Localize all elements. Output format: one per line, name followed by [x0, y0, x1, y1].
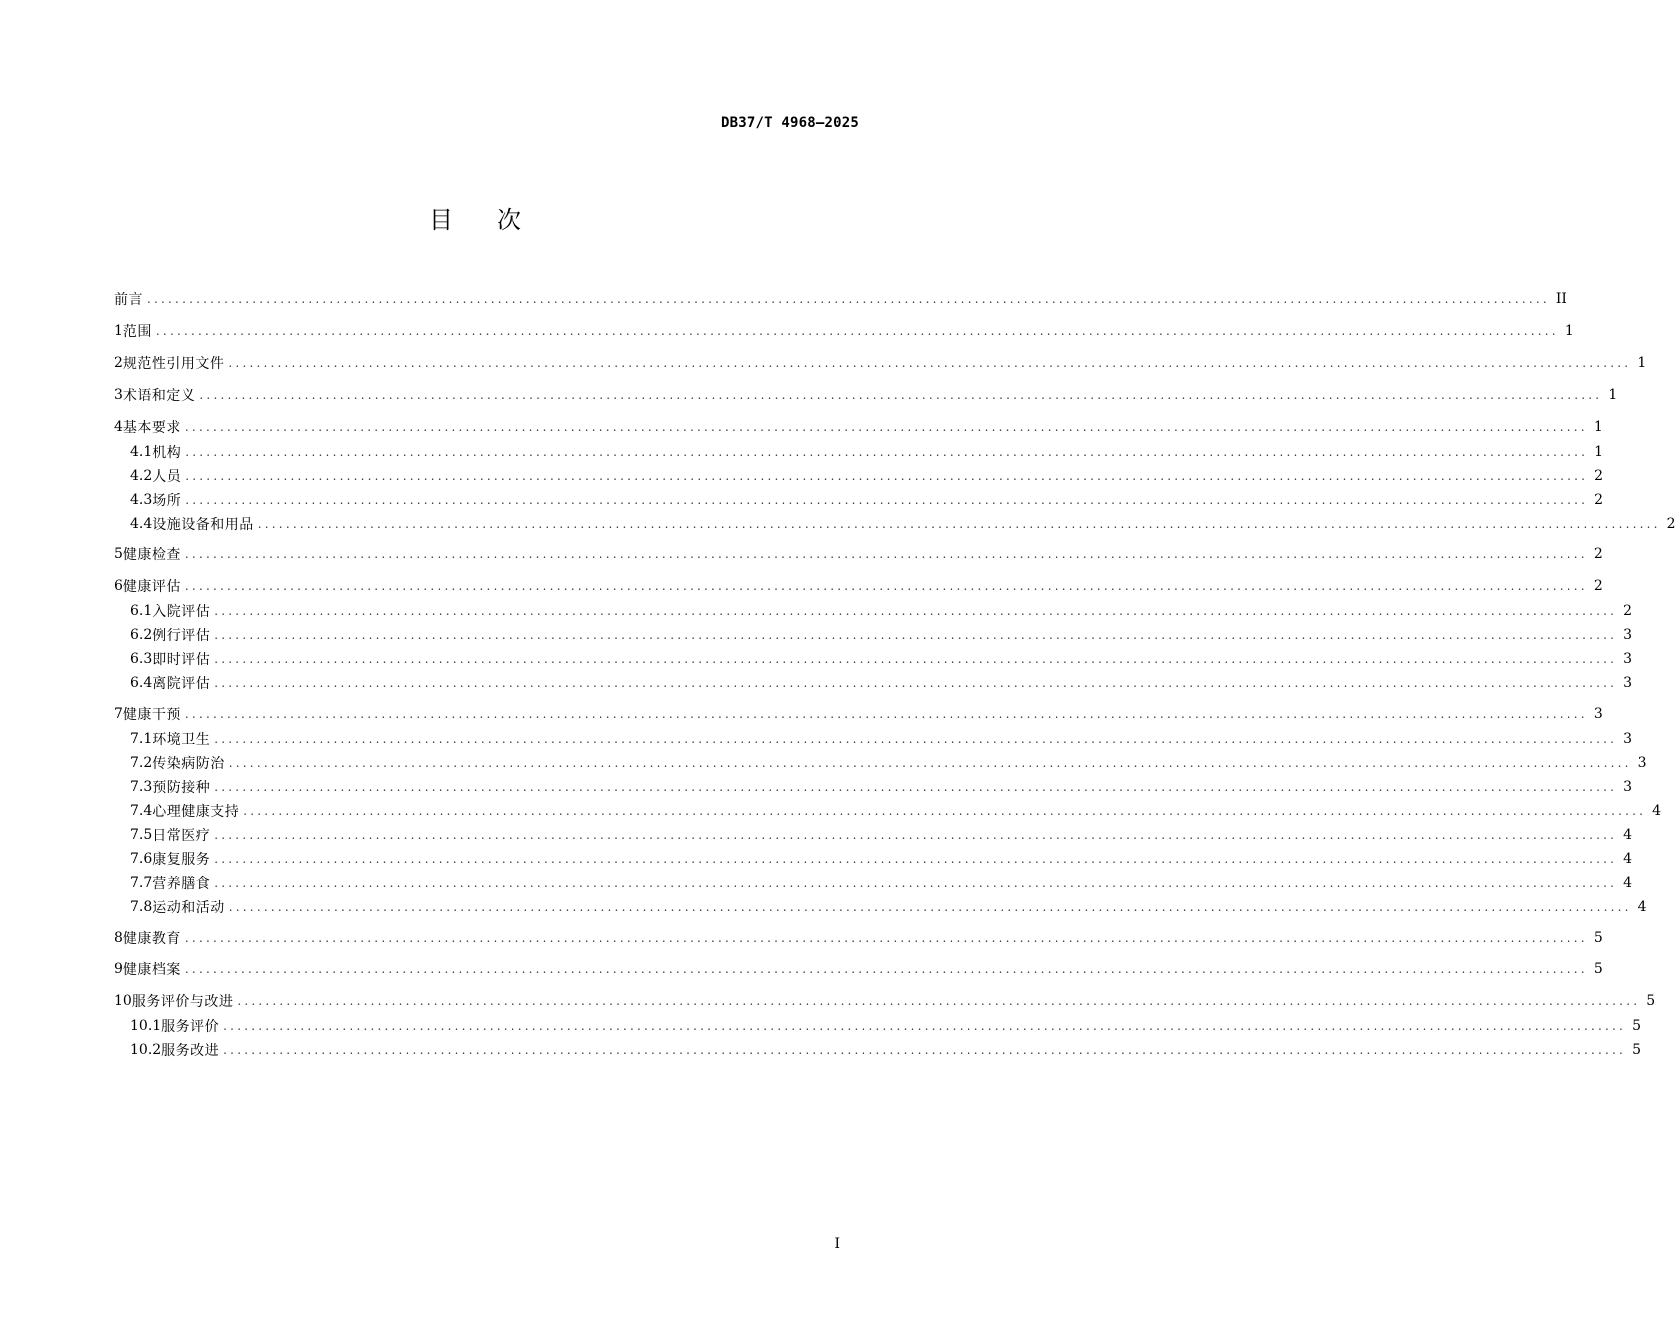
- toc-dot-leader: ........................................................................................................................................................................................................: [184, 931, 1588, 945]
- toc-dot-leader: ........................................................................................................................................................................................................: [214, 732, 1618, 746]
- toc-entry-label: 规范性引用文件: [122, 356, 225, 372]
- toc-dot-leader: ........................................................................................................................................................................................................: [237, 994, 1641, 1008]
- toc-entry[interactable]: [130, 673, 1633, 693]
- toc-entry[interactable]: [130, 801, 1662, 821]
- toc-entry-label: 设施设备和用品: [152, 517, 254, 533]
- toc-entry-label: 场所: [152, 493, 182, 509]
- toc-dot-leader: ........................................................................................................................................................................................................: [214, 852, 1618, 866]
- toc-entry[interactable]: [130, 753, 1647, 773]
- toc-entry-number: 6.3: [130, 651, 153, 667]
- toc-entry[interactable]: [114, 576, 1603, 596]
- toc-dot-leader: ........................................................................................................................................................................................................: [214, 676, 1618, 690]
- page-title: 目次: [429, 206, 565, 234]
- toc-entry-page: 4: [1637, 899, 1647, 915]
- toc-dot-leader: ........................................................................................................................................................................................................: [214, 828, 1618, 842]
- toc-entry-label: 环境卫生: [152, 732, 211, 748]
- toc-entry[interactable]: [114, 385, 1618, 405]
- toc-entry-page: 2: [1593, 578, 1603, 594]
- toc-entry-number: 10.1: [130, 1018, 162, 1034]
- toc-entry-page: 3: [1623, 627, 1633, 643]
- toc-entry-number: 6.2: [130, 627, 153, 643]
- toc-entry-page: 3: [1593, 706, 1603, 722]
- toc-entry-page: 2: [1594, 468, 1604, 484]
- toc-entry-page: 4: [1652, 803, 1662, 819]
- toc-dot-leader: ........................................................................................................................................................................................................: [214, 604, 1618, 618]
- toc-entry-page: 1: [1593, 419, 1603, 435]
- toc-entry-label: 人员: [152, 469, 182, 485]
- standard-code: DB37/T 4968—2025: [720, 115, 859, 131]
- toc-dot-leader: ........................................................................................................................................................................................................: [228, 900, 1632, 914]
- toc-dot-leader: ........................................................................................................................................................................................................: [184, 707, 1588, 721]
- toc-entry-label: 日常医疗: [152, 828, 211, 844]
- toc-entry-label: 服务评价与改进: [131, 994, 234, 1010]
- toc-dot-leader: ........................................................................................................................................................................................................: [184, 962, 1588, 976]
- toc-entry-page: 4: [1623, 875, 1633, 891]
- toc-entry-page: 3: [1623, 675, 1633, 691]
- toc-entry-number: 7: [114, 706, 123, 722]
- toc-entry-page: 4: [1623, 827, 1633, 843]
- toc-entry-page: 5: [1646, 993, 1656, 1009]
- toc-entry-label: 服务评价: [161, 1019, 220, 1035]
- toc-entry[interactable]: [130, 849, 1633, 869]
- toc-entry-page: 5: [1593, 961, 1603, 977]
- toc-entry-page: 3: [1637, 755, 1647, 771]
- toc-entry[interactable]: [130, 1016, 1641, 1036]
- toc-entry-label: 即时评估: [152, 652, 211, 668]
- toc-entry[interactable]: [130, 825, 1633, 845]
- toc-entry-label: 术语和定义: [122, 388, 196, 404]
- toc-entry-page: II: [1555, 291, 1567, 307]
- toc-entry[interactable]: [130, 873, 1633, 893]
- table-of-contents: [114, 0, 1676, 1100]
- toc-entry-number: 4.1: [130, 444, 153, 460]
- toc-dot-leader: ........................................................................................................................................................................................................: [184, 420, 1588, 434]
- toc-entry[interactable]: [130, 649, 1633, 669]
- toc-entry-page: 3: [1623, 731, 1633, 747]
- toc-entry-number: 7.7: [130, 875, 153, 891]
- toc-entry[interactable]: [114, 417, 1603, 437]
- toc-dot-leader: ........................................................................................................................................................................................................: [155, 324, 1559, 338]
- toc-dot-leader: ........................................................................................................................................................................................................: [243, 804, 1647, 818]
- toc-entry-number: 6.4: [130, 675, 153, 691]
- toc-entry-label: 范围: [122, 324, 152, 340]
- toc-dot-leader: ........................................................................................................................................................................................................: [228, 356, 1632, 370]
- toc-entry-number: 7.6: [130, 851, 153, 867]
- toc-entry-page: 2: [1594, 492, 1604, 508]
- toc-entry[interactable]: [114, 928, 1603, 948]
- toc-entry[interactable]: [130, 490, 1604, 510]
- toc-entry-number: 4.3: [130, 492, 153, 508]
- toc-entry-label: 基本要求: [122, 420, 181, 436]
- toc-entry[interactable]: [114, 959, 1603, 979]
- toc-entry-page: 5: [1632, 1018, 1641, 1034]
- toc-dot-leader: ........................................................................................................................................................................................................: [185, 445, 1589, 459]
- toc-entry[interactable]: [130, 442, 1604, 462]
- toc-entry-page: 5: [1593, 930, 1603, 946]
- toc-entry-page: 2: [1623, 603, 1633, 619]
- toc-entry-number: 9: [114, 961, 123, 977]
- toc-entry-number: 1: [114, 323, 123, 339]
- toc-entry-label: 健康评估: [122, 579, 181, 595]
- toc-dot-leader: ........................................................................................................................................................................................................: [199, 388, 1603, 402]
- toc-entry[interactable]: [130, 625, 1633, 645]
- toc-entry-number: 5: [114, 546, 123, 562]
- toc-dot-leader: ........................................................................................................................................................................................................: [228, 756, 1632, 770]
- toc-entry-label: 康复服务: [152, 852, 211, 868]
- toc-entry-page: 4: [1623, 851, 1633, 867]
- toc-entry-label: 例行评估: [152, 628, 211, 644]
- toc-entry-number: 7.1: [130, 731, 153, 747]
- toc-entry-number: 3: [114, 387, 123, 403]
- toc-entry-page: 5: [1632, 1042, 1641, 1058]
- toc-dot-leader: ........................................................................................................................................................................................................: [184, 547, 1588, 561]
- toc-entry[interactable]: [130, 897, 1647, 917]
- footer-page-number: I: [834, 1236, 840, 1252]
- toc-dot-leader: ........................................................................................................................................................................................................: [223, 1043, 1627, 1057]
- toc-entry-number: 7.5: [130, 827, 153, 843]
- toc-entry-label: 健康干预: [122, 707, 181, 723]
- toc-entry-page: 1: [1637, 355, 1647, 371]
- toc-entry[interactable]: [130, 729, 1633, 749]
- toc-entry-label: 机构: [152, 445, 182, 461]
- toc-dot-leader: ........................................................................................................................................................................................................: [185, 469, 1589, 483]
- toc-dot-leader: ........................................................................................................................................................................................................: [214, 876, 1618, 890]
- toc-entry-number: 10.2: [130, 1042, 162, 1058]
- toc-entry-label: 入院评估: [152, 604, 211, 620]
- toc-entry-number: 7.8: [130, 899, 153, 915]
- toc-entry-label: 运动和活动: [152, 900, 225, 916]
- toc-entry-label: 营养膳食: [152, 876, 211, 892]
- toc-entry-label: 健康教育: [122, 931, 181, 947]
- toc-entry-number: 4: [114, 419, 123, 435]
- toc-entry-page: 1: [1564, 323, 1574, 339]
- toc-dot-leader: ........................................................................................................................................................................................................: [185, 493, 1589, 507]
- toc-entry[interactable]: [130, 466, 1604, 486]
- toc-entry-number: 7.2: [130, 755, 153, 771]
- toc-entry-number: 6: [114, 578, 123, 594]
- toc-entry[interactable]: [114, 289, 1567, 309]
- toc-entry-number: 8: [114, 930, 123, 946]
- toc-dot-leader: ........................................................................................................................................................................................................: [184, 579, 1588, 593]
- toc-entry-label: 服务改进: [161, 1043, 220, 1059]
- toc-entry[interactable]: [130, 601, 1633, 621]
- toc-entry[interactable]: [114, 991, 1656, 1011]
- toc-entry-label: 预防接种: [152, 780, 211, 796]
- toc-entry-number: 4.2: [130, 468, 153, 484]
- toc-entry-number: 10: [114, 993, 132, 1009]
- toc-entry-number: 2: [114, 355, 123, 371]
- toc-dot-leader: ........................................................................................................................................................................................................: [147, 292, 1550, 306]
- toc-entry-number: 7.3: [130, 779, 153, 795]
- toc-entry[interactable]: [130, 1040, 1641, 1060]
- toc-entry[interactable]: [114, 321, 1574, 341]
- toc-entry-page: 1: [1608, 387, 1618, 403]
- toc-entry-label: 离院评估: [152, 676, 211, 692]
- toc-dot-leader: ........................................................................................................................................................................................................: [214, 652, 1618, 666]
- toc-entry-label: 前言: [114, 292, 143, 308]
- toc-entry[interactable]: [130, 777, 1633, 797]
- toc-entry-label: 健康检查: [122, 547, 181, 563]
- toc-entry-page: 3: [1623, 651, 1633, 667]
- toc-dot-leader: ........................................................................................................................................................................................................: [257, 517, 1661, 531]
- toc-entry-page: 3: [1623, 779, 1633, 795]
- toc-entry-page: 2: [1666, 516, 1676, 532]
- toc-entry-page: 1: [1594, 444, 1604, 460]
- toc-entry-number: 6.1: [130, 603, 153, 619]
- toc-entry-label: 传染病防治: [152, 756, 225, 772]
- toc-entry-label: 健康档案: [122, 962, 181, 978]
- toc-entry-label: 心理健康支持: [152, 804, 240, 820]
- toc-entry[interactable]: [130, 514, 1676, 534]
- toc-dot-leader: ........................................................................................................................................................................................................: [223, 1019, 1627, 1033]
- toc-dot-leader: ........................................................................................................................................................................................................: [214, 780, 1618, 794]
- toc-entry[interactable]: [114, 544, 1603, 564]
- toc-entry[interactable]: [114, 704, 1603, 724]
- toc-entry-number: 7.4: [130, 803, 153, 819]
- toc-dot-leader: ........................................................................................................................................................................................................: [214, 628, 1618, 642]
- toc-entry-number: 4.4: [130, 516, 153, 532]
- toc-entry[interactable]: [114, 353, 1647, 373]
- toc-entry-page: 2: [1593, 546, 1603, 562]
